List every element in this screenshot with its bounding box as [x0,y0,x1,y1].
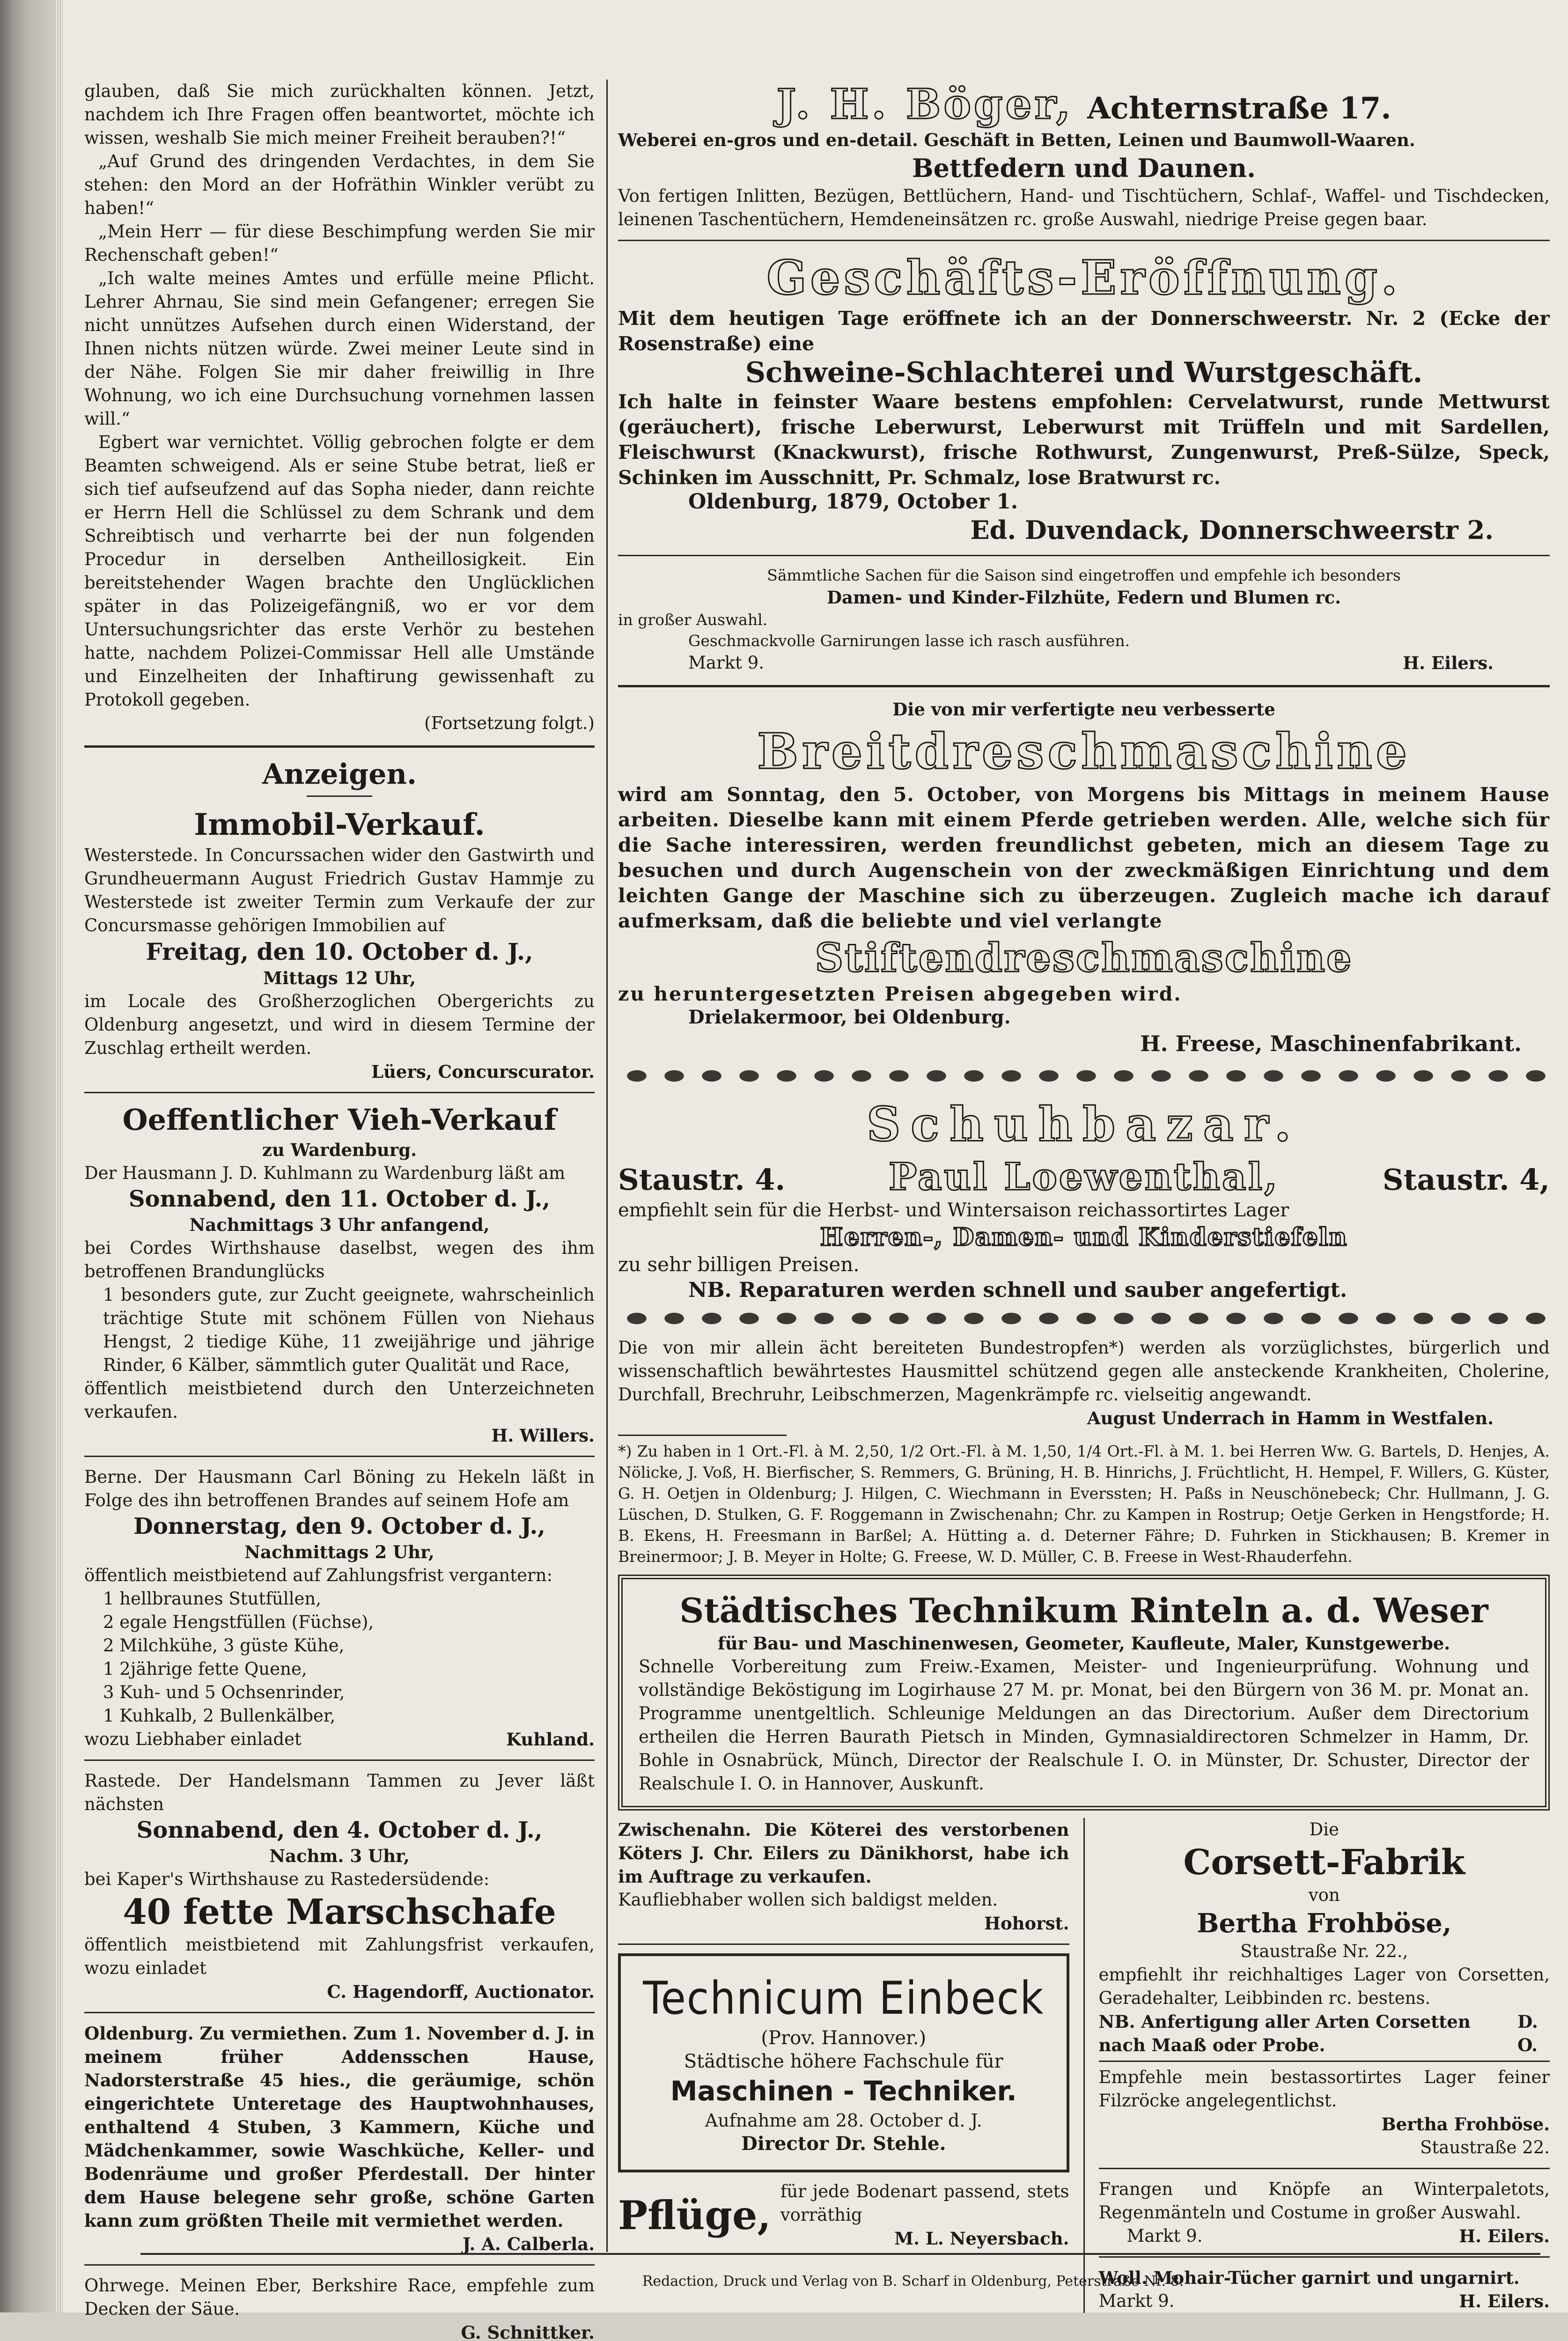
section-rule [84,745,595,748]
ad-text: bei Kaper's Wirthshause zu Rastedersüdende: [84,1869,490,1889]
ad-text: Weberei en-gros und en-detail. Geschäft in Betten, Leinen und Baumwoll-Waaren. [618,130,1415,150]
section-rule [618,1943,1069,1945]
ad-signature: Kuhland. [506,1729,595,1750]
ad-signature: Bertha Frohböse. [1381,2114,1550,2135]
footer-rule [140,2253,1540,2255]
section-rule [618,240,1550,241]
imprint: Redaction, Druck und Verlag von B. Scharf in Oldenburg, Peterstraße Nr. 8. [642,2273,1184,2289]
ad-signature: G. Schnittker. [461,2322,595,2341]
ad-place: Markt 9. [1126,2226,1203,2246]
list-item: 1 hellbraunes Stutfüllen, [103,1589,322,1609]
right-column [618,80,1550,2313]
list-item: 1 2jährige fette Quene, [103,1659,307,1679]
ad-note-sign: D. O. [1517,2011,1538,2055]
ad-signature: August Underrach in Hamm in Westfalen. [1087,1408,1494,1428]
heading-underline [307,795,372,797]
bottom-left [618,1818,1069,2313]
section-rule [618,685,1550,687]
ad-signature: H. Freese, Maschinenfabrikant. [1140,1031,1522,1056]
ornament-border [618,1065,1550,1087]
ad-text: wird am Sonntag, den 5. October, von Morgens bis Mittags in meinem Hause arbeiten. Dieselbe kann mit einem Pferde getrieben werden. Alle, welche sich für die Sache interessiren, werden freundlichst gebeten, mich an diesem Tage zu besuchen und durch Augenschein von der zweckmäßigen Einrichtung und dem leichten Gange der Maschine sich zu überzeugen. Zugleich mache ich darauf aufmerksam, daß die beliebte und viel verlangte [618,783,1550,932]
story-continuation [84,80,595,735]
column-divider [606,80,608,2252]
ad-text: öffentlich meistbietend auf Zahlungsfrist vergantern: [84,1565,553,1585]
ad-text: von [1308,1885,1340,1905]
ad-date: Sonnabend, den 11. October d. J., [128,1186,551,1212]
ad-text: Der Hausmann J. D. Kuhlmann zu Wardenburg läßt am [84,1163,566,1183]
ad-title: Immobil-Verkauf. [194,807,485,842]
ad-text: empfiehlt sein für die Herbst- und Wintersaison reichassortirtes Lager [618,1200,1289,1221]
ad-items: 1 besonders gute, zur Zucht geeignete, wahrscheinlich trächtige Stute mit schönem Füllen von Niehaus Hengst, 2 tiedige Kühe, 11 zweijährige und jährige Rinder, 6 Kälber, sämmtlich guter Qualität und Race, [103,1285,595,1375]
ad-signature-row [1099,2224,1550,2248]
ad-oldenburg-rent [84,2022,595,2256]
ad-footnote: *) Zu haben in 1 Ort.-Fl. à M. 2,50, 1/2 Ort.-Fl. à M. 1,50, 1/4 Ort.-Fl. à M. 1. bei Herren Ww. G. Bartels, D. Henjes, A. Nölicke, J. Voß, H. Bierfischer, S. Remmers, G. Brüning, H. B. Hinrichs, J. Früchtlicht, H. Hempel, F. Willers, G. Küster, G. H. Oetjen in Oldenburg; J. Hilgen, C. Wiechmann in Everssten; H. Paßs in Neuschönebeck; Chr. Hullmann, J. G. Lüschen, D. Stulken, G. F. Roggemann in Zwischenahn; Chr. zu Kampen in Rostrup; Oetje Gerken in Hengstforde; H. B. Ekens, H. Freesmann in Barßel; A. Hütting a. d. Deterner Fähre; D. Fuhrken in Stickhausen; B. Kremer in Breinermoor; J. B. Meyer in Holte; G. Freese, W. D. Müller, C. B. Freese in West-Rhauderfehn. [618,1442,1550,1566]
ad-headline: 40 fette Marschschafe [123,1892,556,1932]
ad-text: Geschmackvolle Garnirungen lasse ich rasch ausführen. [688,632,1130,650]
ad-boeger [618,80,1550,231]
ad-header-row [618,1155,1550,1199]
ad-freese [618,698,1550,1058]
ad-text: Von fertigen Inlitten, Bezügen, Bettlüchern, Hand- und Tischtüchern, Schlaf-, Waffel- und Tischdecken, leinenen Taschentüchern, Hemdeneinsätzen rc. große Auswahl, niedrige Preise gegen baar. [618,186,1550,229]
ad-note-row [1099,2010,1550,2057]
ad-header-row [618,80,1550,128]
ad-title: Corsett-Fabrik [1183,1842,1465,1883]
story-continued-note: (Fortsetzung folgt.) [424,713,595,733]
ads-heading: Anzeigen. [262,758,417,791]
ad-text: für jede Bodenart passend, stets vorräthig [780,2181,1069,2225]
bottom-right [1099,1818,1550,2313]
ad-text: Oldenburg. Zu vermiethen. Zum 1. November d. J. in meinem früher Addensschen Hause, Nadorsterstraße 45 hies., die geräumige, schön eingerichtete Unteretage des Hauptwohnhauses, enthaltend 4 Stuben, 3 Kammern, Küche und Mädchenkammer, sowie Waschküche, Keller- und Bodenräume und großer Pferdestall. Der hinter dem Hause belegene sehr große, schöne Garten kann zum größten Theile mit vermiethet werden. [84,2023,595,2231]
ad-text: im Locale des Großherzoglichen Obergerichts zu Oldenburg angesetzt, und wird in diesem Termine der Zuschlag ertheilt werden. [84,991,595,1058]
ad-vieh [84,1102,595,1447]
ad-address: Staustraße 22. [1420,2137,1550,2157]
ad-signature-row [1099,2289,1550,2313]
ad-signature: H. Eilers. [1459,2291,1550,2312]
ad-title: Geschäfts-Eröffnung. [766,250,1401,305]
ad-subtitle: Bettfedern und Daunen. [912,153,1256,183]
ad-signature: M. L. Neyersbach. [894,2228,1069,2249]
ad-text: Zwischenahn. Die Köterei des verstorbenen Köters J. Chr. Eilers zu Dänikhorst, habe ich im Auftrage zu verkaufen. [618,1819,1069,1887]
ad-text: Städtische höhere Fachschule für [684,2051,1003,2072]
ad-text: Frangen und Knöpfe an Winterpaletots, Regenmänteln und Costume in großer Auswahl. [1098,2179,1550,2223]
ad-time: Nachmittags 3 Uhr anfangend, [189,1215,490,1235]
section-rule [84,2264,595,2266]
story-paragraph: „Mein Herr — für diese Beschimpfung werden Sie mir Rechenschaft geben!“ [84,221,595,265]
ad-ohrwege [84,2274,595,2341]
ad-eilers-knoepfe [1099,2178,1550,2248]
ad-pretitle: Die von mir verfertigte neu verbesserte [892,699,1275,720]
column-divider [1083,1818,1085,2313]
ad-subtitle: Maschinen - Techniker. [670,2075,1017,2107]
ad-address: Staustr. 4. [618,1163,786,1197]
ad-signature: H. Willers. [491,1425,595,1446]
ad-signature: Lüers, Concurscurator. [371,1061,595,1082]
ad-address: Staustr. 4, [1382,1163,1550,1197]
footnote-rule [618,1435,787,1436]
ad-signature-row [84,1728,595,1751]
ad-title: Stiftendreschmaschine [815,935,1353,981]
section-rule [1099,2256,1550,2258]
ad-date: Sonnabend, den 4. October d. J., [136,1817,543,1843]
ad-subtitle: für Bau- und Maschinenwesen, Geometer, Kaufleute, Maler, Kunstgewerbe. [717,1633,1450,1654]
ad-address: Staustraße Nr. 22., [1240,1941,1408,1961]
ad-rinteln [618,1575,1550,1811]
ad-text: zu sehr billigen Preisen. [618,1253,860,1276]
ad-place: Markt 9. [688,653,764,673]
ad-text: Rastede. Der Handelsmann Tammen zu Jever läßt nächsten [84,1771,595,1814]
ad-zwischenahn [618,1818,1069,1935]
ad-eilers-hats [618,565,1550,675]
ad-time: Mittags 12 Uhr, [263,968,416,988]
page-edges [56,0,63,2312]
ad-pfluege [618,2180,1069,2250]
book-binding [0,0,56,2312]
ad-title: Breitdreschmaschine [757,722,1411,780]
section-rule [84,1456,595,1457]
ad-subtitle: Damen- und Kinder-Filzhüte, Federn und Blumen rc. [826,587,1341,608]
section-rule [84,1092,595,1093]
bottom-split [618,1818,1550,2313]
ad-signature: Director Dr. Stehle. [741,2133,946,2155]
ad-address: Achternstraße 17. [1087,91,1391,126]
ad-text: öffentlich meistbietend mit Zahlungsfrist verkaufen, wozu einladet [84,1935,595,1978]
section-rule [1099,2168,1550,2169]
ad-bundestropfen [618,1336,1550,1567]
ad-note: NB. Reparaturen werden schnell und sauber angefertigt. [688,1278,1347,1302]
ad-text: Woll. Mohair-Tücher garnirt und ungarnirt. [1098,2267,1520,2288]
ad-title: Oeffentlicher Vieh-Verkauf [122,1103,557,1137]
ad-text: Ohrwege. Meinen Eber, Berkshire Race, empfehle zum Decken der Säue. [84,2275,595,2319]
ad-place: Drielakermoor, bei Oldenburg. [688,1006,1011,1028]
ad-date: Freitag, den 10. October d. J., [146,938,533,965]
left-column [84,80,595,2341]
ad-text: Sämmtliche Sachen für die Saison sind eingetroffen und empfehle ich besonders [767,566,1401,584]
ad-closing: wozu Liebhaber einladet [84,1729,302,1749]
ad-signature: H. Eilers. [1403,653,1494,673]
ad-place: zu Wardenburg. [262,1140,417,1160]
ad-text: Die von mir allein ächt bereiteten Bundestropfen*) werden als vorzüglichstes, bürgerlich und wissenschaftlich bewährtestes Hausmittel schützend gegen alle ansteckende Krankheiten, Cholerine, Durchfall, Brechruhr, Leibschmerzen, Magenkrämpfe rc. vielseitig angewandt. [618,1338,1550,1405]
ad-place: Markt 9. [1098,2291,1175,2311]
ad-signature: Hohorst. [984,1913,1069,1934]
ad-text: zu heruntergesetzten Preisen abgegeben wird. [618,983,1182,1005]
ad-text: Mit dem heutigen Tage eröffnete ich an der Donnerschweerstr. Nr. 2 (Ecke der Rosenstraße) eine [618,307,1550,355]
ad-subtitle: Schweine-Schlachterei und Wurstgeschäft. [745,356,1423,389]
ad-date: Aufnahme am 28. October d. J. [705,2110,982,2131]
ad-date: Donnerstag, den 9. October d. J., [133,1513,545,1539]
ad-title: Technicum Einbeck [643,1972,1045,2024]
ad-text: Berne. Der Hausmann Carl Böning zu Hekeln läßt in Folge des ihn betroffenen Brandes auf seinem Hofe am [84,1467,595,1510]
ad-subtitle: Herren-, Damen- und Kinderstiefeln [820,1223,1348,1251]
ad-text: in großer Auswahl. [618,611,768,629]
ad-title: Städtisches Technikum Rinteln a. d. Weser [679,1590,1488,1630]
story-paragraph: glauben, daß Sie mich zurückhalten können. Jetzt, nachdem ich Ihre Fragen offen beantwortet, möchte ich wissen, weshalb Sie mich meiner Freiheit berauben?!“ [84,81,595,148]
ad-pretitle: Die [1309,1819,1339,1840]
ad-text: bei Cordes Wirthshause daselbst, wegen des ihm betroffenen Brandunglücks [84,1238,595,1281]
list-item: 2 Milchkühe, 3 güste Kühe, [103,1635,345,1656]
ad-text: Kaufliebhaber wollen sich baldigst melden. [618,1890,998,1910]
ad-text: (Prov. Hannover.) [761,2027,927,2049]
ad-corsett [1099,1818,1550,2159]
ad-signature: C. Hagendorff, Auctionator. [327,1981,595,2002]
ad-note: NB. Anfertigung aller Arten Corsetten nach Maaß oder Probe. [1098,2011,1471,2055]
ad-text: Empfehle mein bestassortirtes Lager feiner Filzröcke angelegentlichst. [1098,2067,1550,2111]
story-paragraph: Egbert war vernichtet. Völlig gebrochen folgte er dem Beamten schweigend. Als er seine Stube betrat, ließ er sich tief aufseufzend auf das Sopha nieder, dann reichte er Herrn Hell die Schlüssel zu dem Schrank und dem Schreibtisch und verharrte bei der nun folgenden Procedur in derselben Antheillosigkeit. Ein bereitstehender Wagen brachte den Unglücklichen später in das Polizeigefängniß, wo er vor dem Untersuchungsrichter das erste Verhör zu bestehen hatte, nachdem Polizei-Commissar Hell alle Umstände und Einzelheiten der Inhaftirung gewissenhaft zu Protokoll gegeben. [84,432,595,710]
ad-signature: H. Eilers. [1459,2226,1550,2246]
ad-rastede [84,1769,595,2003]
ad-eroeffnung [618,250,1550,546]
ad-name: Paul Loewenthal, [889,1155,1279,1199]
ad-title: Pflüge, [618,2192,771,2238]
ad-title: Schuhbazar. [867,1097,1301,1152]
ad-einbeck [618,1953,1069,2172]
ad-berne [84,1465,595,1751]
ad-text: Westerstede. In Concurssachen wider den Gastwirth und Grundheuermann August Friedrich Gustav Hammje zu Westerstede ist zweiter Termin zum Verkaufe der zur Concursmasse gehörigen Immobilien auf [84,845,595,935]
ad-text: Schnelle Vorbereitung zum Freiw.-Examen, Meister- und Ingenieurprüfung. Wohnung und vollständige Beköstigung im Logirhause 27 M. pr. Monat, bei den Bürgern von 36 M. pr. Monat an. Programme unentgeltlich. Schleunige Meldungen an das Directorium. Außer dem Directorium ertheilen die Herren Baurath Pietsch in Minden, Gymnasialdirectoren Schmelzer in Hamm, Dr. Bohle in Osnabrück, Münch, Director der Realschule I. O. in Münster, Dr. Schuster, Director der Realschule I. O. in Hannover, Auskunft. [639,1656,1529,1794]
section-rule [84,2012,595,2013]
list-item: 2 egale Hengstfüllen (Füchse), [103,1612,374,1632]
ad-name: Bertha Frohböse, [1197,1908,1452,1939]
section-rule [618,555,1550,556]
ad-schuhbazar [618,1094,1550,1304]
list-item: 3 Kuh- und 5 Ochsenrinder, [103,1682,345,1702]
ad-time: Nachm. 3 Uhr, [269,1846,410,1866]
ornament-border [618,1307,1550,1330]
ad-title: J. H. Böger, [776,80,1074,128]
ad-text: öffentlich meistbietend durch den Unterzeichneten verkaufen. [84,1378,595,1422]
ad-signature: J. A. Calberla. [462,2234,595,2254]
story-paragraph: „Ich walte meines Amtes und erfülle meine Pflicht. Lehrer Ahrnau, Sie sind mein Gefangener; erregen Sie nicht unnützes Aufsehen durch einen Widerstand, der Ihnen nichts nützen würde. Zwei meiner Leute sind in der Nähe. Folgen Sie mir daher freiwillig in Ihre Wohnung, wo ich eine Durchsuchung vornehmen lassen will.“ [84,268,595,429]
ad-date: Oldenburg, 1879, October 1. [688,490,1018,514]
ad-time: Nachmittags 2 Uhr, [244,1542,434,1562]
story-paragraph: „Auf Grund des dringenden Verdachtes, in dem Sie stehen: den Mord an der Hofräthin Winkler verübt zu haben!“ [84,151,595,218]
ad-immobil [84,806,595,1083]
ad-text: empfiehlt ihr reichhaltiges Lager von Corsetten, Geradehalter, Leibbinden rc. bestens. [1098,1965,1550,2008]
section-rule [84,1759,595,1761]
section-rule [1099,2061,1550,2062]
ad-signature: Ed. Duvendack, Donnerschweerstr 2. [970,515,1494,545]
ad-signature-row [618,651,1550,675]
list-item: 1 Kuhkalb, 2 Bullenkälber, [103,1706,336,1726]
ad-text: Ich halte in feinster Waare bestens empfohlen: Cervelatwurst, runde Mettwurst (geräuchert), frische Leberwurst, Leberwurst mit Trüffeln und mit Sardellen, Fleischwurst (Knackwurst), frische Rothwurst, Zungenwurst, Preß-Sülze, Speck, Schinken im Ausschnitt, Pr. Schmalz, lose Bratwurst rc. [618,390,1550,489]
